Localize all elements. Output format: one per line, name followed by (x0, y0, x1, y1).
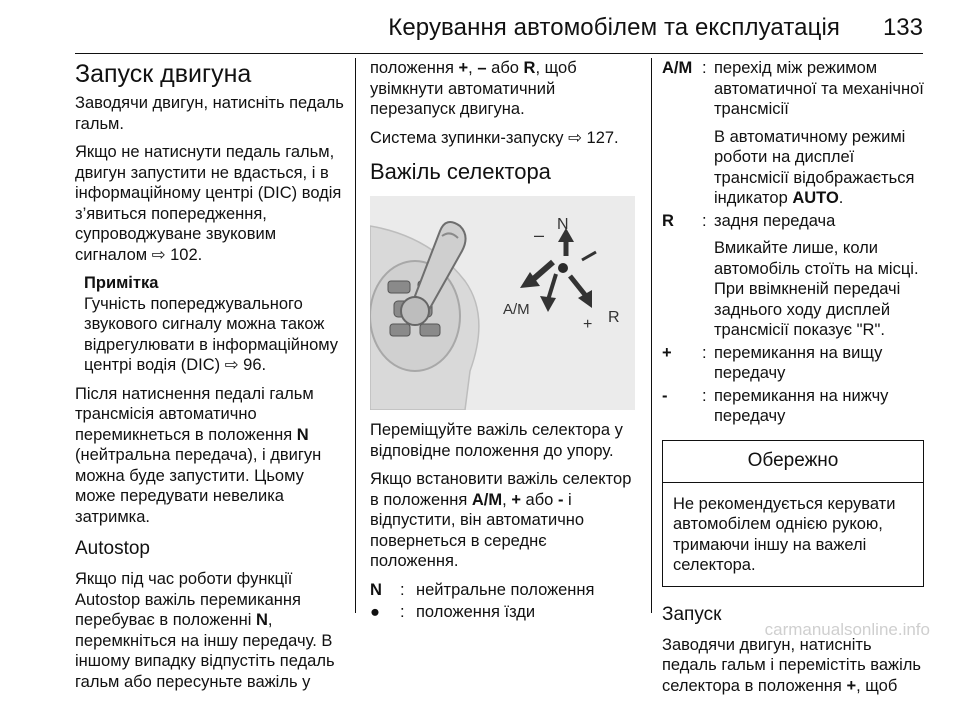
paragraph: Якщо не натиснути педаль гальм, двигун запустити не вдасться, і в інформаційному центрі (DIC) водія з’явиться попередження, супроводжуване звуковим сигналом ⇨ 102. (75, 143, 342, 264)
figure-label-r: R (608, 309, 620, 326)
section-heading-selector-lever: Важіль селектора (370, 159, 551, 184)
position-definitions: N : нейтральне положення ● : положення їзди (370, 580, 638, 623)
paragraph: Заводячи двигун, натисніть педаль гальм і перемістіть важіль селектора в положення +, щоб (662, 635, 921, 695)
position-definitions: A/M : перехід між режимом автоматичної та механічної трансмісії В автоматичному режимі роботи на дисплеї трансмісії відображається індикатор AUTO. R : задня передача Вмикайте лише, коли автомобіль стоїть на місці. При ввімкненій передачі заднього ходу дисплей трансмісії показує "R". + : перемикання на вищу передачу - : перемикання на нижчу передачу (662, 59, 924, 425)
definition-text: задня передача (714, 211, 836, 230)
definition-text: перемикання на вищу передачу (714, 343, 883, 382)
definition-term: - (662, 386, 668, 405)
definition-term: + (662, 343, 672, 362)
paragraph: Переміщуйте важіль селектора у відповідне положення до упору. (370, 421, 623, 460)
note-box (84, 273, 345, 376)
header-divider (75, 53, 923, 54)
definition-term: N (370, 580, 382, 599)
definition-subtext: В автоматичному режимі роботи на дисплеї трансмісії відображається індикатор AUTO. (714, 127, 915, 207)
figure-label-minus: – (534, 225, 545, 245)
definition-text: перемикання на нижчу передачу (714, 386, 889, 425)
page-header (0, 0, 960, 52)
paragraph: Заводячи двигун, натисніть педаль гальм. (75, 94, 344, 133)
paragraph: Після натиснення педалі гальм трансмісія автоматично перемикнеться в положення N (нейтральна передача), і двигун можна буде запустити. Цьому може передувати невелика затримка. (75, 384, 322, 526)
definition-subtext: Вмикайте лише, коли автомобіль стоїть на місці. При ввімкненій передачі заднього ходу дисплей трансмісії показує "R". (714, 239, 919, 339)
paragraph: Якщо під час роботи функції Autostop важіль перемикання перебуває в положенні N, перемкніться на іншу передачу. В іншому випадку відпустіть педаль гальм або пересуньте важіль у (75, 570, 335, 691)
page-reference[interactable]: 127. (586, 128, 619, 147)
definition-text: нейтральне положення (416, 580, 595, 599)
definition-text: положення їзди (416, 603, 536, 621)
warning-title: Обережно (663, 441, 923, 483)
warning-box (662, 440, 924, 587)
column-divider-1 (355, 58, 356, 613)
definition-text: перехід між режимом автоматичної та механічної трансмісії (714, 59, 924, 118)
paragraph: Система зупинки-запуску ⇨ 127. (370, 128, 619, 147)
page-reference[interactable]: 96. (243, 356, 267, 374)
figure-label-am: A/M (503, 301, 530, 318)
warning-text: Не рекомендується керувати автомобілем однією рукою, тримаючи іншу на важелі селектора. (673, 494, 896, 574)
note-title: Примітка (84, 274, 159, 292)
column-divider-2 (651, 58, 652, 613)
paragraph: Якщо встановити важіль селектор в положення A/M, + або - і відпустити, він автоматично повернеться в середнє положення. (370, 470, 632, 570)
cross-reference-icon: ⇨ (224, 356, 239, 374)
selector-lever-drawing (370, 196, 635, 410)
header-title: Керування автомобілем та експлуатація (388, 14, 840, 41)
definition-term: R (662, 211, 674, 230)
note-text: Гучність попереджувального звукового сигналу можна також відрегулювати в інформаційному центрі водія (DIC) ⇨ 96. (84, 294, 339, 374)
section-heading-start: Запуск (662, 603, 722, 625)
figure-label-n: N (557, 216, 569, 233)
definition-term: ● (370, 603, 380, 621)
page-number: 133 (882, 14, 923, 41)
figure-label-plus: + (583, 316, 593, 333)
watermark: carmanualsonline.info (764, 620, 930, 639)
column-2 (370, 58, 638, 625)
cross-reference-icon: ⇨ (568, 128, 582, 147)
column-3 (662, 58, 924, 704)
paragraph: положення +, – або R, щоб увімкнути автоматичний перезапуск двигуна. (370, 59, 577, 118)
definition-term: A/M (662, 59, 693, 77)
page-reference[interactable]: 102. (170, 245, 203, 264)
column-1 (75, 58, 345, 700)
cross-reference-icon: ⇨ (151, 245, 166, 264)
selector-lever-illustration (370, 196, 635, 410)
section-heading-autostop: Autostop (75, 538, 150, 559)
section-heading-engine-start: Запуск двигуна (75, 60, 252, 88)
